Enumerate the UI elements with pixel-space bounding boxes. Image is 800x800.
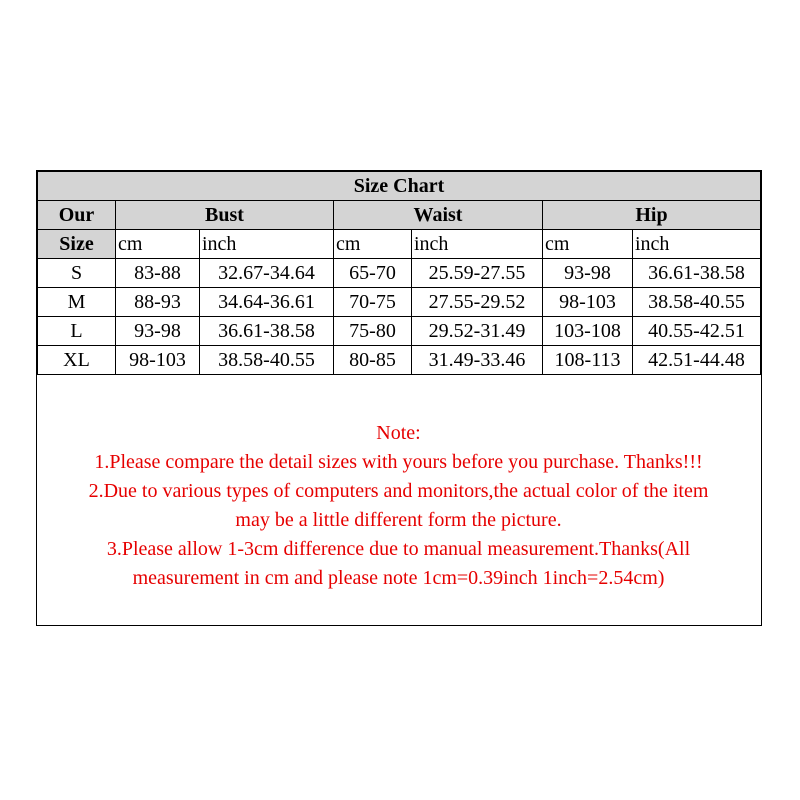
waist-inch-value: 27.55-29.52 [412,288,543,317]
bust-inch-value: 38.58-40.55 [200,346,334,375]
bust-cm-header: cm [116,230,200,259]
bust-header: Bust [116,201,334,230]
hip-cm-value: 108-113 [543,346,633,375]
note-line-2a: 2.Due to various types of computers and monitors,the actual color of the item [88,480,709,502]
table-row [38,346,761,375]
size-label: L [38,317,116,346]
bust-cm-value: 98-103 [116,346,200,375]
waist-cm-value: 65-70 [334,259,412,288]
table-row [38,317,761,346]
bust-cm-value: 83-88 [116,259,200,288]
hip-cm-value: 98-103 [543,288,633,317]
waist-header: Waist [334,201,543,230]
title-row [38,172,761,201]
note-line-2b: may be a little different form the picture. [235,509,562,531]
note-heading: Note: [376,422,421,444]
table-title: Size Chart [38,172,761,201]
waist-cm-value: 70-75 [334,288,412,317]
unit-header-row [38,230,761,259]
hip-header: Hip [543,201,761,230]
notes-section [37,419,760,593]
waist-inch-value: 31.49-33.46 [412,346,543,375]
table-row [38,259,761,288]
bust-cm-value: 93-98 [116,317,200,346]
waist-cm-value: 80-85 [334,346,412,375]
waist-inch-header: inch [412,230,543,259]
size-chart-frame [36,170,762,626]
bust-inch-header: inch [200,230,334,259]
waist-inch-value: 25.59-27.55 [412,259,543,288]
size-label: XL [38,346,116,375]
note-line-1: 1.Please compare the detail sizes with yours before you purchase. Thanks!!! [94,451,703,473]
hip-cm-value: 93-98 [543,259,633,288]
hip-cm-header: cm [543,230,633,259]
hip-inch-value: 40.55-42.51 [633,317,761,346]
table-row [38,288,761,317]
waist-cm-value: 75-80 [334,317,412,346]
size-chart-table [37,171,761,375]
bust-cm-value: 88-93 [116,288,200,317]
size-label: M [38,288,116,317]
our-header: Our [38,201,116,230]
size-label: S [38,259,116,288]
size-header: Size [38,230,116,259]
hip-cm-value: 103-108 [543,317,633,346]
note-line-3a: 3.Please allow 1-3cm difference due to manual measurement.Thanks(All [106,538,691,560]
hip-inch-value: 36.61-38.58 [633,259,761,288]
hip-inch-value: 42.51-44.48 [633,346,761,375]
waist-inch-value: 29.52-31.49 [412,317,543,346]
note-line-3b: measurement in cm and please note 1cm=0.39inch 1inch=2.54cm) [132,567,665,589]
hip-inch-value: 38.58-40.55 [633,288,761,317]
waist-cm-header: cm [334,230,412,259]
bust-inch-value: 34.64-36.61 [200,288,334,317]
bust-inch-value: 36.61-38.58 [200,317,334,346]
bust-inch-value: 32.67-34.64 [200,259,334,288]
hip-inch-header: inch [633,230,761,259]
group-header-row [38,201,761,230]
